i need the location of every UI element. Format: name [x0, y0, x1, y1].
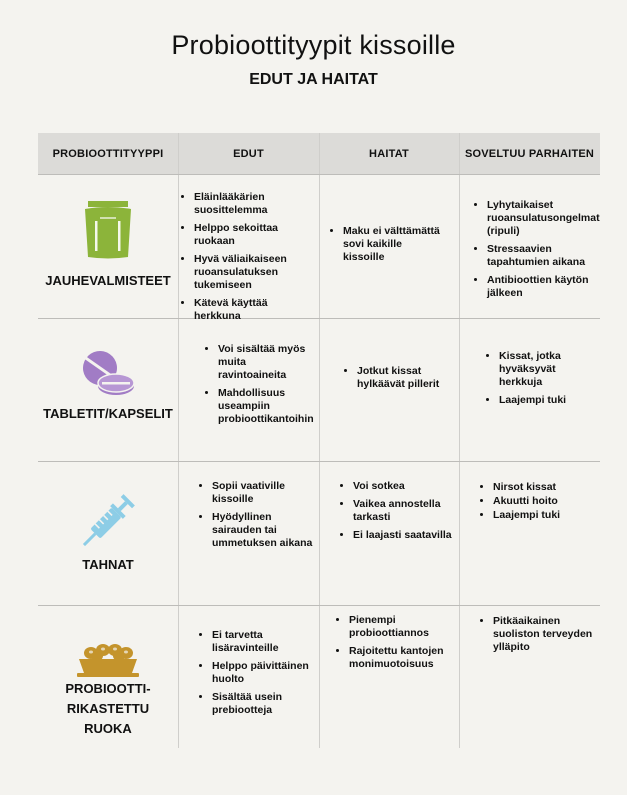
page-title: Probioottityypit kissoille — [171, 30, 456, 60]
food-bowl-icon — [77, 641, 139, 677]
row-divider — [38, 461, 600, 462]
page-subtitle: EDUT JA HAITAT — [249, 71, 378, 88]
type-label: JAUHEVALMISTEET — [45, 273, 171, 288]
type-label-line: RUOKA — [84, 721, 132, 736]
list-item: • Voi sotkea — [353, 480, 457, 493]
list-item: • Laajempi tuki — [493, 509, 597, 522]
cons-cell — [319, 480, 457, 547]
list-item: • Helppo päivittäinen huolto — [212, 660, 316, 686]
powder-pouch-icon — [82, 197, 134, 261]
cons-cell — [319, 365, 454, 396]
list-item: • Antibioottien käytön jälkeen — [487, 274, 600, 300]
list-item: • Mahdollisuus useampiin probioottikantoihin — [218, 387, 316, 426]
list-item: • Kissat, jotka hyväksyvät herkkuja — [499, 350, 594, 389]
list-item: • Ei tarvetta lisäravinteille — [212, 629, 316, 655]
best-for-cell — [459, 481, 597, 527]
list-item: • Stressaavien tapahtumien aikana — [487, 243, 600, 269]
type-label: TAHNAT — [82, 557, 134, 572]
list-item: • Hyvä väliaikaiseen ruoansulatuksen tukemiseen — [194, 253, 316, 292]
pill-tablets-icon — [80, 348, 136, 398]
type-label-line: RIKASTETTU — [66, 701, 150, 716]
list-item: • Vaikea annostella tarkasti — [353, 498, 457, 524]
best-for-cell — [459, 199, 600, 305]
list-item: • Jotkut kissat hylkäävät pillerit — [357, 365, 454, 391]
best-for-cell — [459, 350, 594, 412]
pros-cell — [178, 343, 316, 431]
list-item: • Lyhytaikaiset ruoansulatusongelmat (ripuli) — [487, 199, 600, 238]
best-for-cell — [459, 615, 594, 659]
list-item: • Maku ei välttämättä sovi kaikille kissoille — [343, 225, 444, 264]
list-item: • Nirsot kissat — [493, 481, 597, 494]
row-type-food — [38, 641, 178, 739]
list-item: • Ei laajasti saatavilla — [353, 529, 457, 542]
list-item: • Akuutti hoito — [493, 495, 597, 508]
list-item: • Pienempi probioottiannos — [349, 614, 457, 640]
syringe-icon — [76, 489, 140, 553]
type-label-line: PROBIOOTTI- — [65, 681, 151, 696]
list-item: • Rajoitettu kantojen monimuotoisuus — [349, 645, 457, 671]
cons-cell — [319, 614, 457, 676]
row-divider — [38, 318, 600, 319]
type-label: TABLETIT/KAPSELIT — [43, 406, 173, 421]
list-item: • Eläinlääkärien suosittelemma — [194, 191, 316, 217]
list-item: • Sisältää usein prebiootteja — [212, 691, 316, 717]
pros-cell — [178, 629, 316, 722]
pros-cell — [178, 480, 316, 555]
row-type-powder — [38, 197, 178, 291]
pros-cell — [178, 191, 316, 328]
row-divider — [38, 174, 600, 175]
type-label — [65, 679, 150, 739]
list-item: • Helppo sekoittaa ruokaan — [194, 222, 316, 248]
header-cons: HAITAT — [369, 147, 409, 160]
header-best-for: SOVELTUU PARHAITEN — [464, 147, 595, 160]
list-item: • Laajempi tuki — [499, 394, 594, 407]
row-type-tablets — [38, 348, 178, 424]
list-item: • Kätevä käyttää herkkuna — [194, 297, 316, 323]
list-item: • Pitkäaikainen suoliston terveyden ylläpito — [493, 615, 594, 654]
row-divider — [38, 605, 600, 606]
comparison-table — [38, 133, 600, 748]
list-item: • Hyödyllinen sairauden tai ummetuksen aikana — [212, 511, 316, 550]
row-type-pastes — [38, 489, 178, 575]
header-type: PROBIOOTTITYYPPI — [52, 147, 164, 160]
list-item: • Voi sisältää myös muita ravintoaineita — [218, 343, 316, 382]
list-item: • Sopii vaativille kissoille — [212, 480, 316, 506]
header-pros: EDUT — [233, 147, 264, 160]
cons-cell — [319, 225, 444, 269]
